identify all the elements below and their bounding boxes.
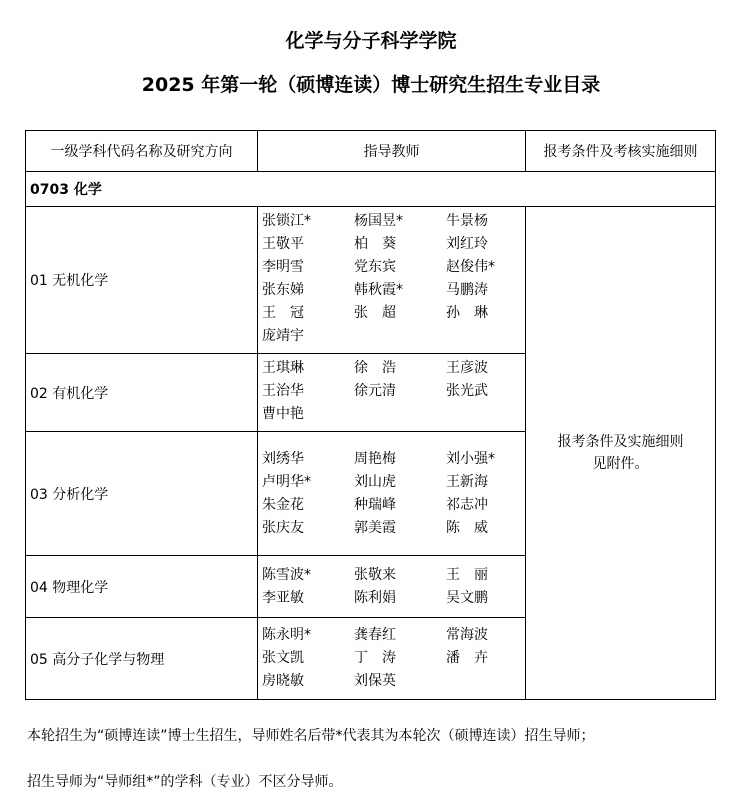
advisor-name: 张庆友 [262,519,304,536]
advisor-name: 房晓敏 [262,673,304,689]
advisor-name: 李亚敏 [262,589,304,606]
advisor-list [258,618,526,700]
advisor-name: 刘山虎 [354,473,396,490]
advisor-name: 王敬平 [262,236,304,252]
advisor-name: 陈 威 [446,519,488,536]
advisor-name: 王琪琳 [262,360,304,376]
advisor-name: 刘保英 [354,673,396,689]
advisor-name: 王治华 [262,383,304,399]
advisor-list [258,556,526,618]
advisor-name: 刘红玲 [446,236,488,252]
direction-name: 04 物理化学 [26,556,258,618]
col-header-conditions: 报考条件及考核实施细则 [526,131,716,172]
advisor-name: 刘小强* [446,450,495,467]
col-header-advisors: 指导教师 [258,131,526,172]
advisor-name: 丁 涛 [354,650,396,666]
advisor-name: 曹中艳 [262,406,304,422]
table-row [26,207,716,354]
advisor-name: 潘 卉 [446,650,488,666]
table-header-row [26,131,716,172]
advisor-name: 马鹏涛 [446,282,488,298]
advisor-list [258,207,526,354]
advisor-name: 张文凯 [262,650,304,666]
direction-name: 05 高分子化学与物理 [26,618,258,700]
advisor-name: 张敬来 [354,566,396,583]
footnote-2: 招生导师为“导师组*”的学科（专业）不区分导师。 [27,774,343,790]
advisor-name: 朱金花 [262,496,304,513]
advisor-name: 王 丽 [446,566,488,583]
advisor-name: 张 超 [354,305,396,321]
advisor-list [258,354,526,432]
advisor-name: 陈利娟 [354,589,396,606]
advisor-name: 郭美霞 [354,519,396,536]
advisor-name: 赵俊伟* [446,259,495,275]
col-header-direction: 一级学科代码名称及研究方向 [26,131,258,172]
advisor-name: 柏 葵 [354,236,396,252]
advisor-name: 张东娣 [262,282,304,298]
advisor-name: 杨国昱* [354,213,403,229]
advisor-name: 卢明华* [262,473,311,490]
conditions-note-line2: 见附件。 [592,456,649,472]
subject-label: 0703 化学 [26,172,716,207]
advisor-name: 王彦波 [446,360,488,376]
advisor-name: 韩秋霞* [354,282,403,298]
direction-name: 03 分析化学 [26,432,258,556]
advisor-name: 孙 琳 [446,305,488,321]
catalog-title: 2025 年第一轮（硕博连读）博士研究生招生专业目录 [141,74,601,96]
advisor-name: 吴文鹏 [446,589,488,606]
advisor-name: 种瑞峰 [354,496,396,513]
advisor-name: 徐 浩 [354,360,396,376]
advisor-name: 刘绣华 [262,450,304,467]
advisor-name: 党东宾 [354,259,396,275]
admissions-catalog-table [25,130,716,700]
school-title: 化学与分子科学学院 [285,30,457,52]
advisor-name: 庞靖宇 [262,328,304,344]
advisor-name: 龚春红 [354,627,396,643]
advisor-name: 常海波 [446,627,488,643]
advisor-name: 牛景杨 [446,213,488,229]
advisor-name: 陈永明* [262,627,311,643]
advisor-name: 徐元清 [354,383,396,399]
advisor-name: 陈雪波* [262,566,311,583]
advisor-list [258,432,526,556]
direction-name: 01 无机化学 [26,207,258,354]
advisor-name: 李明雪 [262,259,304,275]
subject-row [26,172,716,207]
advisor-name: 张光武 [446,383,488,399]
advisor-name: 王 冠 [262,305,304,321]
conditions-note-line1: 报考条件及实施细则 [557,434,684,450]
advisor-name: 王新海 [446,473,488,490]
advisor-name: 周艳梅 [354,450,396,467]
conditions-note [526,207,716,700]
advisor-name: 祁志冲 [446,496,488,513]
footnote-1: 本轮招生为“硕博连读”博士生招生，导师姓名后带*代表其为本轮次（硕博连读）招生导师； [27,728,595,744]
advisor-name: 张锁江* [262,213,311,229]
direction-name: 02 有机化学 [26,354,258,432]
